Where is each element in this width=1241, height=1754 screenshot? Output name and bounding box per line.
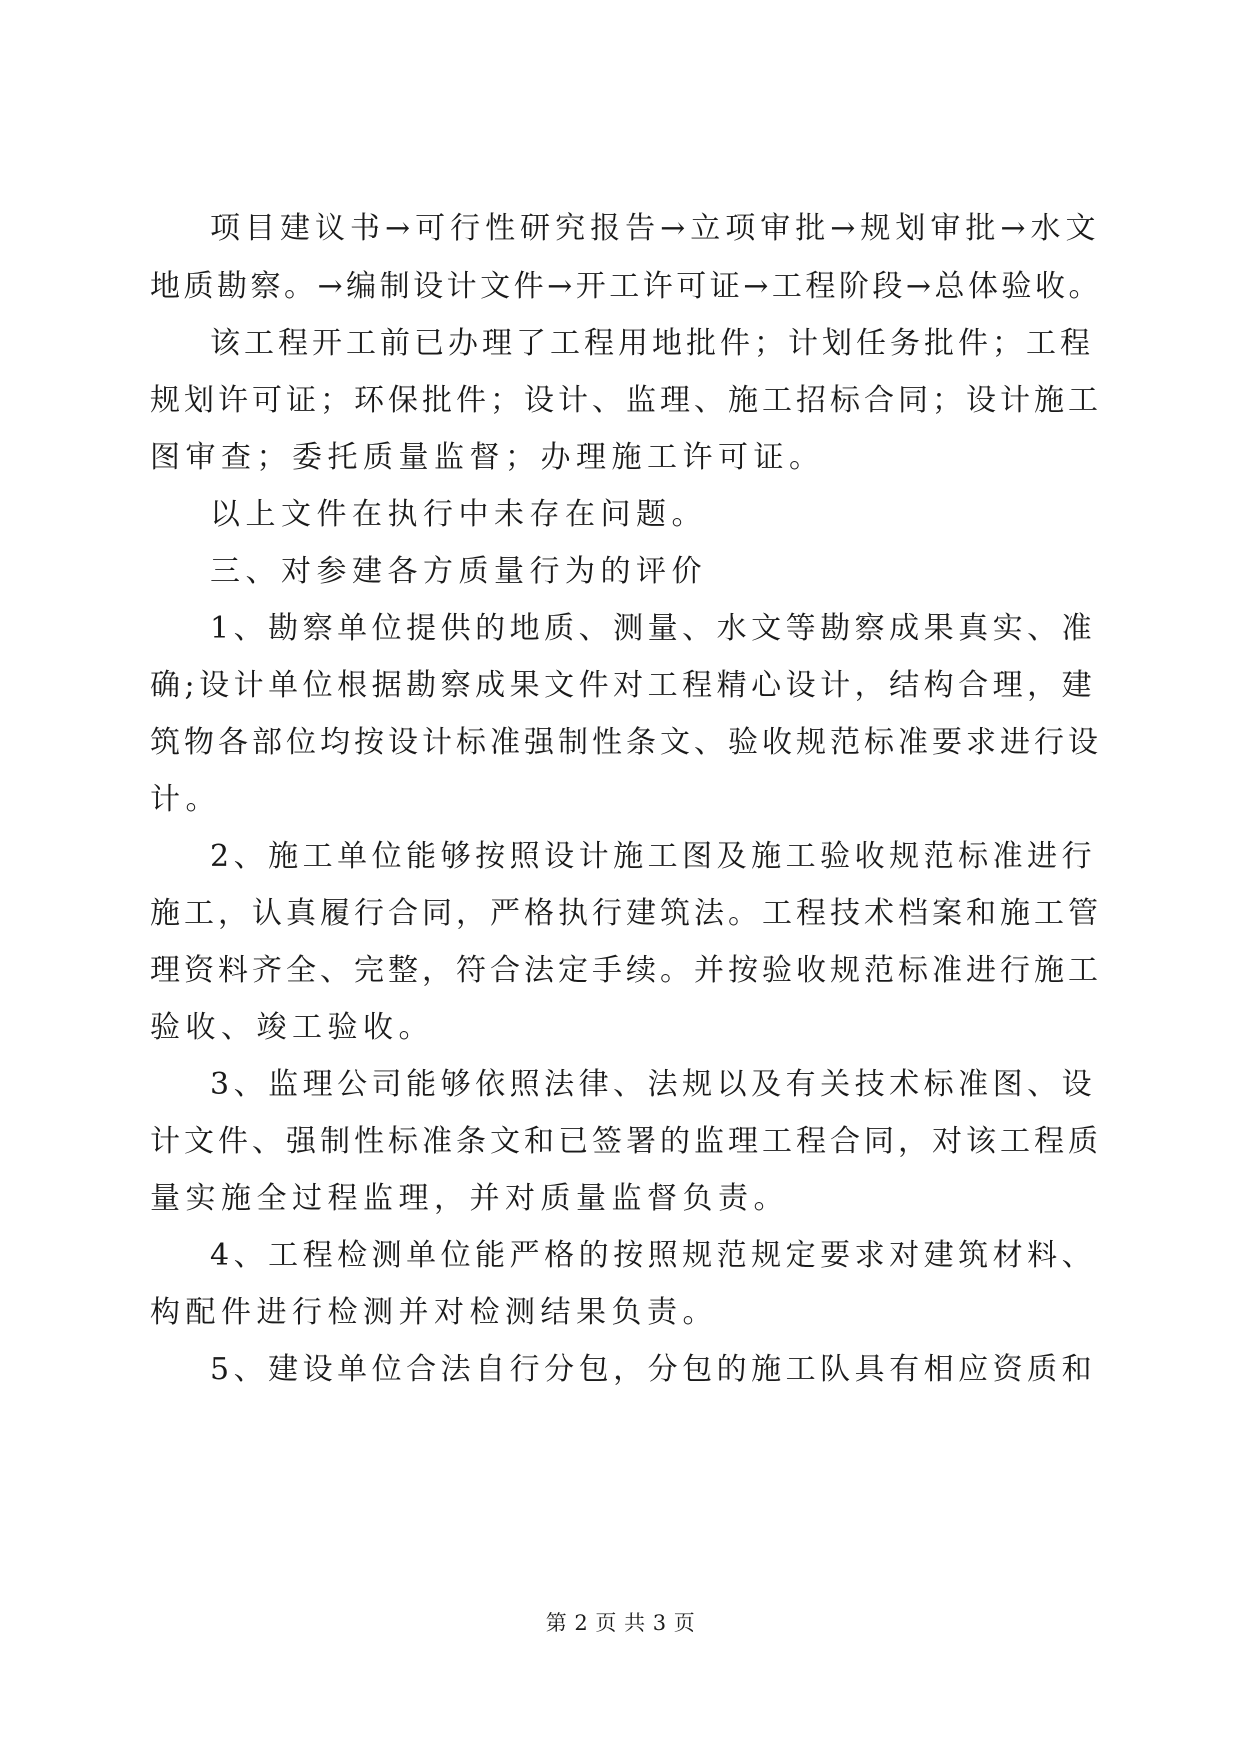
text-line: 理资料齐全、完整，符合法定手续。并按验收规范标准进行施工 <box>150 953 1102 988</box>
text-line: 4、工程检测单位能严格的按照规范规定要求对建筑材料、 <box>210 1238 1097 1273</box>
text-line: 图审查；委托质量监督；办理施工许可证。 <box>150 440 825 475</box>
text-line: 确;设计单位根据勘察成果文件对工程精心设计，结构合理，建 <box>150 668 1097 703</box>
text-line: 项目建议书→可行性研究报告→立项审批→规划审批→水文 <box>210 211 1101 246</box>
text-line: 量实施全过程监理，并对质量监督负责。 <box>150 1181 789 1216</box>
page-number-footer: 第 2 页 共 3 页 <box>545 1611 696 1635</box>
text-line: 5、建设单位合法自行分包，分包的施工队具有相应资质和 <box>210 1352 1097 1387</box>
text-line: 施工，认真履行合同，严格执行建筑法。工程技术档案和施工管 <box>150 896 1102 931</box>
section-heading: 三、对参建各方质量行为的评价 <box>210 554 707 589</box>
text-line: 该工程开工前已办理了工程用地批件；计划任务批件；工程 <box>210 326 1094 361</box>
text-line: 1、勘察单位提供的地质、测量、水文等勘察成果真实、准 <box>210 611 1097 646</box>
text-line: 以上文件在执行中未存在问题。 <box>210 497 707 532</box>
text-line: 计。 <box>150 782 221 817</box>
text-line: 计文件、强制性标准条文和已签署的监理工程合同，对该工程质 <box>150 1124 1102 1159</box>
text-line: 2、施工单位能够按照设计施工图及施工验收规范标准进行 <box>210 839 1097 874</box>
text-line: 地质勘察。→编制设计文件→开工许可证→工程阶段→总体验收。 <box>150 269 1103 304</box>
text-line: 3、监理公司能够依照法律、法规以及有关技术标准图、设 <box>210 1067 1097 1102</box>
text-line: 规划许可证；环保批件；设计、监理、施工招标合同；设计施工 <box>150 383 1102 418</box>
text-line: 验收、竣工验收。 <box>150 1010 434 1045</box>
text-line: 构配件进行检测并对检测结果负责。 <box>150 1295 718 1330</box>
text-line: 筑物各部位均按设计标准强制性条文、验收规范标准要求进行设 <box>150 725 1102 760</box>
